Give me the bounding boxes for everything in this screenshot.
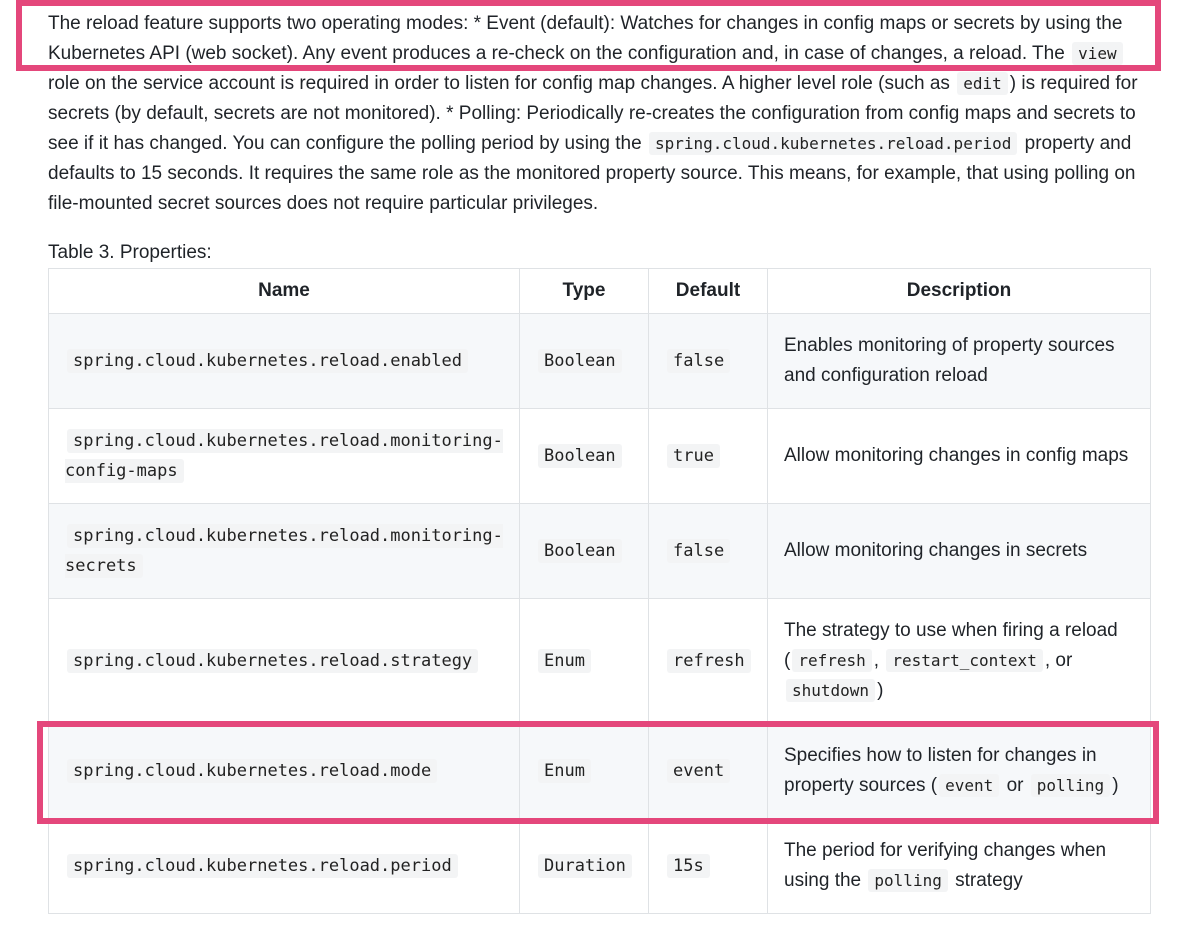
property-type: Boolean (538, 349, 622, 373)
table-caption: Table 3. Properties: (48, 242, 212, 263)
property-name: spring.cloud.kubernetes.reload.monitoring-config-maps (65, 431, 503, 481)
default-cell (649, 314, 768, 409)
type-cell (520, 314, 649, 409)
type-cell (520, 819, 649, 914)
description-text: ) (1112, 775, 1119, 796)
table-row (49, 409, 1151, 504)
intro-paragraph (48, 0, 1150, 219)
table-row (49, 819, 1151, 914)
header-name: Name (49, 269, 520, 314)
inline-code-restart-context: restart_context (886, 649, 1043, 672)
description-cell (768, 819, 1151, 914)
inline-code-shutdown: shutdown (786, 679, 875, 702)
inline-code-refresh: refresh (792, 649, 871, 672)
property-name-cell (49, 819, 520, 914)
table-row (49, 504, 1151, 599)
description-text: ) (877, 680, 884, 701)
header-description: Description (768, 269, 1151, 314)
default-cell (649, 724, 768, 819)
type-cell (520, 599, 649, 724)
property-default: true (667, 444, 720, 468)
property-name: spring.cloud.kubernetes.reload.monitoring-secrets (65, 526, 503, 576)
intro-text-2: role on the service account is required in order to listen for config map changes. A higher level role (such as (48, 73, 956, 94)
properties-table (48, 268, 1151, 914)
property-default: 15s (667, 854, 710, 878)
property-name-cell (49, 314, 520, 409)
default-cell (649, 599, 768, 724)
property-type: Enum (538, 759, 591, 783)
description-cell (768, 504, 1151, 599)
property-description: Allow monitoring changes in secrets (784, 540, 1088, 561)
description-cell (768, 724, 1151, 819)
property-description: Enables monitoring of property sources and configuration reload (784, 335, 1115, 386)
description-text: , (873, 650, 885, 671)
property-name-cell (49, 599, 520, 724)
intro-text-3: ) is required for secrets (by default, secrets are not monitored). * Polling: Periodically re-creates the configuration from config maps and secrets to see if it has changed. You can configure the polling period by using the (48, 73, 1138, 154)
header-default: Default (649, 269, 768, 314)
default-cell (649, 504, 768, 599)
inline-code-event: event (939, 774, 999, 797)
description-cell (768, 599, 1151, 724)
property-name-cell (49, 409, 520, 504)
type-cell (520, 724, 649, 819)
description-cell (768, 409, 1151, 504)
property-name: spring.cloud.kubernetes.reload.enabled (67, 349, 468, 373)
property-name-cell (49, 504, 520, 599)
property-name: spring.cloud.kubernetes.reload.strategy (67, 649, 478, 673)
property-name: spring.cloud.kubernetes.reload.period (67, 854, 458, 878)
property-type: Boolean (538, 444, 622, 468)
description-text: strategy (949, 870, 1023, 891)
description-text: Specifies how to listen for changes in property sources ( (784, 745, 1097, 796)
property-name-cell (49, 724, 520, 819)
property-default: event (667, 759, 730, 783)
header-type: Type (520, 269, 649, 314)
inline-code-period-property: spring.cloud.kubernetes.reload.period (649, 132, 1017, 155)
document-content (48, 0, 1150, 891)
table-row (49, 724, 1151, 819)
property-type: Duration (538, 854, 632, 878)
table-row (49, 599, 1151, 724)
description-cell (768, 314, 1151, 409)
type-cell (520, 409, 649, 504)
property-default: false (667, 539, 730, 563)
description-text: , or (1044, 650, 1073, 671)
intro-text-1: The reload feature supports two operating modes: * Event (default): Watches for changes in config maps or secrets by using the Kubernetes API (web socket). Any event produces a re-check on the configuration and, in case of changes, a reload. The (48, 13, 1123, 64)
inline-code-polling: polling (1031, 774, 1110, 797)
default-cell (649, 819, 768, 914)
property-type: Boolean (538, 539, 622, 563)
inline-code-view: view (1072, 42, 1123, 65)
inline-code-edit: edit (957, 72, 1008, 95)
inline-code-polling: polling (868, 869, 947, 892)
description-text: or (1001, 775, 1029, 796)
table-row (49, 314, 1151, 409)
property-name: spring.cloud.kubernetes.reload.mode (67, 759, 437, 783)
property-default: false (667, 349, 730, 373)
type-cell (520, 504, 649, 599)
property-default: refresh (667, 649, 751, 673)
description-text: The strategy to use when firing a reload ( (784, 620, 1118, 671)
table-header-row (49, 269, 1151, 314)
default-cell (649, 409, 768, 504)
property-description: Allow monitoring changes in config maps (784, 445, 1129, 466)
property-type: Enum (538, 649, 591, 673)
intro-text-4: property and defaults to 15 seconds. It requires the same role as the monitored property source. This means, for example, that using polling on file-mounted secret sources does not require particular privileges. (48, 133, 1136, 214)
description-text: The period for verifying changes when using the (784, 840, 1107, 891)
